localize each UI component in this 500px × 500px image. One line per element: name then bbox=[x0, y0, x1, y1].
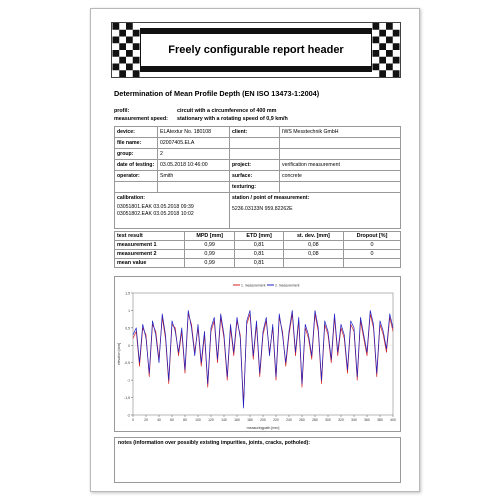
results-header-stdev: st. dev. [mm] bbox=[283, 232, 343, 241]
y-tick-label: 0 bbox=[128, 343, 130, 348]
y-tick-label: 0,5 bbox=[125, 326, 130, 331]
speed-value: stationary with a rotating speed of 0,9 km/h bbox=[177, 116, 288, 122]
table-row: measurement 1 0,99 0,81 0,08 0 bbox=[115, 241, 401, 250]
y-tick-label: 1 bbox=[128, 308, 130, 313]
surface-label: surface: bbox=[230, 171, 280, 182]
station-label: station / point of measurement: bbox=[232, 195, 310, 201]
surface-value: concrete bbox=[280, 171, 401, 182]
x-tick-label: 220 bbox=[273, 418, 279, 422]
date-label: date of testing: bbox=[115, 160, 158, 171]
x-tick-label: 320 bbox=[338, 418, 344, 422]
x-tick-label: 300 bbox=[325, 418, 331, 422]
results-table bbox=[114, 231, 401, 268]
series-line-2 bbox=[133, 310, 393, 408]
operator-label: operator: bbox=[115, 171, 158, 182]
group-value: 2 bbox=[158, 149, 230, 160]
x-tick-label: 80 bbox=[183, 418, 187, 422]
x-tick-label: 400 bbox=[390, 418, 396, 422]
report-header bbox=[111, 22, 401, 78]
y-tick-label: -1,5 bbox=[124, 396, 130, 401]
plot-area bbox=[133, 293, 393, 415]
document-title: Determination of Mean Profile Depth (EN ISO 13473-1:2004) bbox=[114, 89, 320, 98]
calibration-line-1: 03051801.EAK 03.05.2018 09:39 bbox=[117, 204, 194, 210]
results-header-dropout: Dropout [%] bbox=[343, 232, 400, 241]
notes-label: notes (information over possibly existing impurities, joints, cracks, potholed): bbox=[118, 440, 310, 446]
x-tick-label: 100 bbox=[195, 418, 201, 422]
client-label: client: bbox=[230, 127, 280, 138]
results-header-mpd: MPD [mm] bbox=[185, 232, 235, 241]
profile-chart-svg bbox=[115, 277, 402, 433]
profile-value: circuit with a circumference of 400 mm bbox=[177, 108, 277, 114]
results-header-test: test result bbox=[115, 232, 185, 241]
project-label: project: bbox=[230, 160, 280, 171]
legend-label: 1. measurement bbox=[241, 283, 266, 288]
texturing-value bbox=[280, 182, 401, 193]
x-tick-label: 20 bbox=[144, 418, 148, 422]
x-tick-label: 40 bbox=[157, 418, 161, 422]
y-tick-label: -2 bbox=[126, 413, 130, 418]
profile-label: profil: bbox=[114, 108, 130, 114]
client-value: IWS Messtechnik GmbH bbox=[280, 127, 401, 138]
table-row: measurement 2 0,99 0,81 0,08 0 bbox=[115, 250, 401, 259]
x-tick-label: 60 bbox=[170, 418, 174, 422]
notes-box bbox=[114, 437, 401, 483]
file-name-value: 02007405.ELA bbox=[158, 138, 230, 149]
x-tick-label: 140 bbox=[221, 418, 227, 422]
x-tick-label: 180 bbox=[247, 418, 253, 422]
results-header-etd: ETD [mm] bbox=[235, 232, 283, 241]
calibration-cell bbox=[115, 193, 230, 229]
device-label: device: bbox=[115, 127, 158, 138]
x-tick-label: 260 bbox=[299, 418, 305, 422]
checker-flag-left bbox=[112, 23, 140, 77]
file-name-label: file name: bbox=[115, 138, 158, 149]
operator-value: Smith bbox=[158, 171, 230, 182]
date-value: 03.05.2018 10:46:00 bbox=[158, 160, 230, 171]
project-value: verification measurement bbox=[280, 160, 401, 171]
x-tick-label: 380 bbox=[377, 418, 383, 422]
y-axis-label: elevation [mm] bbox=[117, 342, 121, 366]
calibration-label: calibration: bbox=[117, 195, 145, 201]
x-tick-label: 340 bbox=[351, 418, 357, 422]
texturing-label: texturing: bbox=[230, 182, 280, 193]
device-value: ELAtextur No. 180108 bbox=[158, 127, 230, 138]
calibration-line-2: 03051802.EAK 03.05.2018 10:02 bbox=[117, 211, 194, 217]
info-table bbox=[114, 126, 401, 229]
x-tick-label: 240 bbox=[286, 418, 292, 422]
profile-chart bbox=[114, 276, 401, 432]
header-title: Freely configurable report header bbox=[140, 28, 372, 72]
x-tick-label: 120 bbox=[208, 418, 214, 422]
table-row: mean value 0,99 0,81 bbox=[115, 259, 401, 268]
x-axis-label: measuringpath [mm] bbox=[246, 426, 280, 430]
station-cell bbox=[230, 193, 401, 229]
y-tick-label: -0,5 bbox=[124, 361, 130, 366]
x-tick-label: 160 bbox=[234, 418, 240, 422]
checker-flag-right bbox=[372, 23, 400, 77]
x-tick-label: 0 bbox=[132, 418, 134, 422]
y-tick-label: 1,5 bbox=[125, 291, 130, 296]
legend-label: 2. measurement bbox=[275, 283, 300, 288]
y-tick-label: -1 bbox=[126, 378, 130, 383]
x-tick-label: 200 bbox=[260, 418, 266, 422]
x-tick-label: 360 bbox=[364, 418, 370, 422]
profile-info bbox=[114, 107, 288, 123]
report-page bbox=[90, 8, 420, 492]
station-value: 5236.03133N 959.82262E bbox=[232, 206, 293, 212]
x-tick-label: 280 bbox=[312, 418, 318, 422]
speed-label: measurement speed: bbox=[114, 116, 168, 122]
group-label: group: bbox=[115, 149, 158, 160]
